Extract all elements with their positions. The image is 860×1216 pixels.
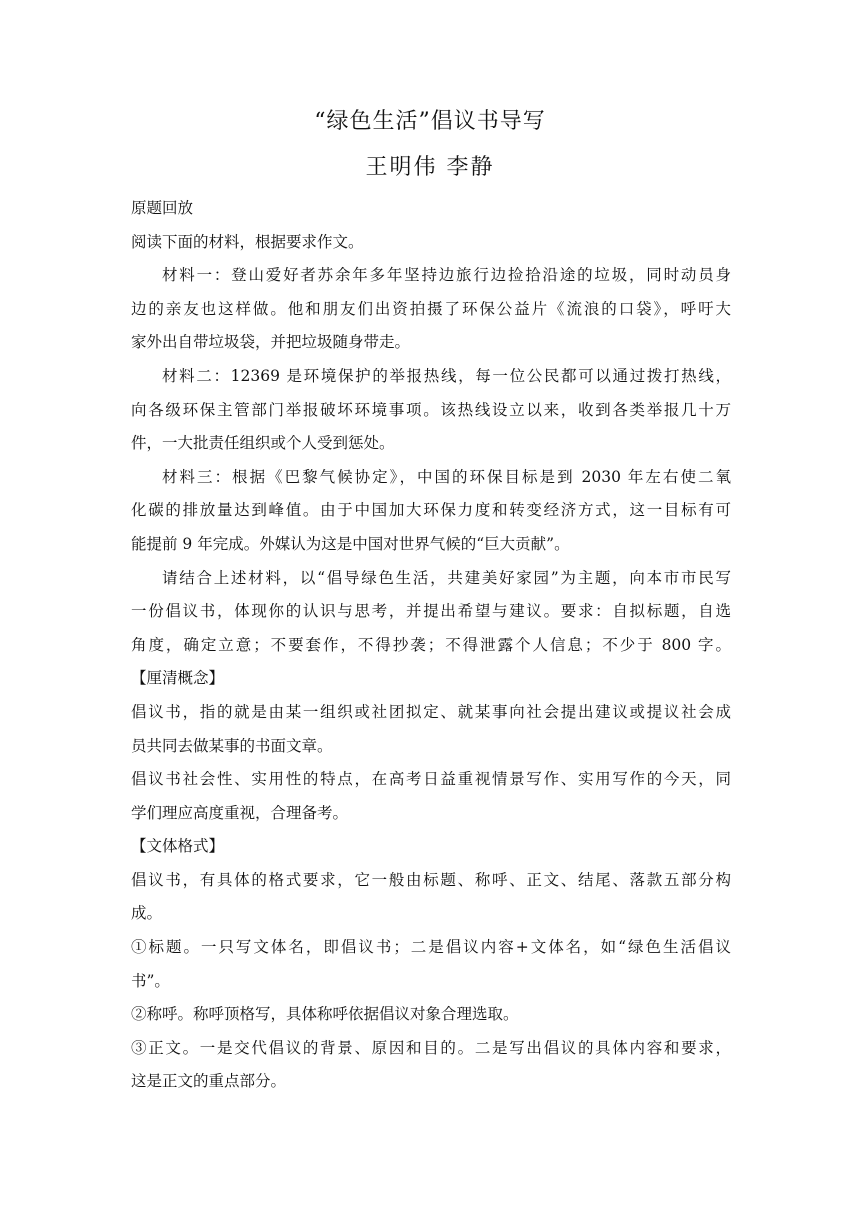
- paragraph-line: 书”。: [131, 971, 170, 990]
- paragraph-line: 材料一：登山爱好者苏余年多年坚持边旅行边捡拾沿途的垃圾，同时动员身: [162, 266, 731, 285]
- paragraph-line: 家外出自带垃圾袋，并把垃圾随身带走。: [131, 333, 411, 352]
- paragraph-line: 化碳的排放量达到峰值。由于中国加大环保力度和转变经济方式，这一目标有可: [131, 501, 731, 520]
- section-heading-format: 【文体格式】: [131, 837, 225, 856]
- paragraph-line: 件，一大批责任组织或个人受到惩处。: [131, 434, 395, 453]
- paragraph-line: 学们理应高度重视，合理备考。: [131, 803, 349, 822]
- paragraph-line: 材料二：12369 是环境保护的举报热线，每一位公民都可以通过拨打热线，: [162, 366, 731, 385]
- paragraph-line: 向各级环保主管部门举报破坏环境事项。该热线设立以来，收到各类举报几十万: [131, 400, 731, 419]
- paragraph-line: 请结合上述材料，以“倡导绿色生活，共建美好家园”为主题，向本市市民写: [162, 568, 731, 587]
- paragraph-line: 倡议书社会性、实用性的特点，在高考日益重视情景写作、实用写作的今天，同: [131, 770, 731, 789]
- paragraph-line: 阅读下面的材料，根据要求作文。: [131, 232, 364, 251]
- paragraph-line: 倡议书，有具体的格式要求，它一般由标题、称呼、正文、结尾、落款五部分构: [131, 870, 731, 889]
- paragraph-line: 材料三：根据《巴黎气候协定》，中国的环保目标是到 2030 年左右使二氧: [162, 467, 731, 486]
- paragraph-line: 能提前 9 年完成。外媒认为这是中国对世界气候的“巨大贡献”。: [131, 534, 570, 553]
- section-heading-concept: 【厘清概念】: [131, 669, 225, 688]
- paragraph-line: 这是正文的重点部分。: [131, 1072, 287, 1091]
- paragraph-line: ①标题。一只写文体名，即倡议书；二是倡议内容+文体名，如“绿色生活倡议: [131, 938, 731, 957]
- paragraph-line: 一份倡议书，体现你的认识与思考，并提出希望与建议。要求：自拟标题，自选: [131, 602, 731, 621]
- paragraph-line: 倡议书，指的就是由某一组织或社团拟定、就某事向社会提出建议或提议社会成: [131, 702, 731, 721]
- section-heading-original-question: 原题回放: [131, 199, 194, 217]
- paragraph-line: 角度，确定立意；不要套作，不得抄袭；不得泄露个人信息；不少于 800 字。: [131, 635, 731, 654]
- paragraph-line: 员共同去做某事的书面文章。: [131, 736, 333, 755]
- paragraph-line: ③正文。一是交代倡议的背景、原因和目的。二是写出倡议的具体内容和要求，: [131, 1038, 731, 1057]
- paragraph-line: 边的亲友也这样做。他和朋友们出资拍摄了环保公益片《流浪的口袋》，呼吁大: [131, 299, 731, 318]
- document-body: [131, 192, 731, 1099]
- paragraph-line: 成。: [131, 904, 163, 923]
- document-title: “绿色生活”倡议书导写: [314, 109, 546, 134]
- document-authors: 王明伟 李静: [365, 155, 495, 180]
- paragraph-line: ②称呼。称呼顶格写，具体称呼依据倡议对象合理选取。: [131, 1005, 519, 1024]
